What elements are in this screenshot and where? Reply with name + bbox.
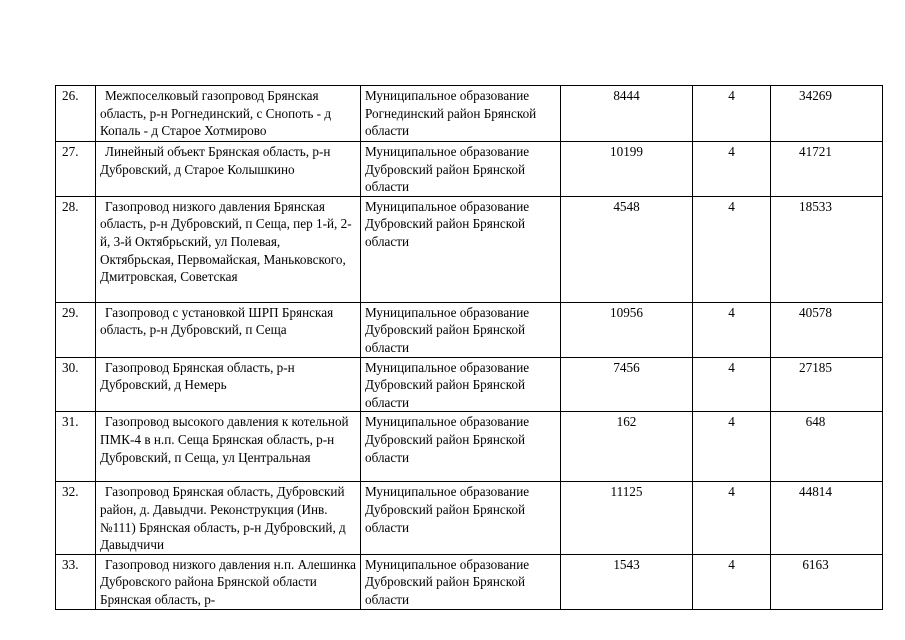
value-1-cell: 8444: [561, 86, 693, 142]
object-name-cell: Газопровод высокого давления к котельной ПМК-4 в н.п. Сеща Брянская область, р-н Дубровский, п Сеща, ул Центральная: [96, 412, 361, 482]
table-row: [56, 142, 883, 197]
owner-cell: Муниципальное образование Дубровский район Брянской области: [361, 412, 561, 482]
row-number-cell: 33.: [56, 554, 96, 609]
object-name-cell: Газопровод Брянская область, р-н Дубровский, д Немерь: [96, 357, 361, 412]
table-row: [56, 302, 883, 357]
value-2-cell: 4: [693, 302, 771, 357]
value-2-cell: 4: [693, 196, 771, 302]
owner-cell: Муниципальное образование Рогнединский район Брянской области: [361, 86, 561, 142]
row-number-cell: 28.: [56, 196, 96, 302]
value-2-cell: 4: [693, 412, 771, 482]
object-name-cell: Газопровод низкого давления Брянская область, р-н Дубровский, п Сеща, пер 1-й, 2-й, 3-й Октябрьский, ул Полевая, Октябрьская, Первомайская, Маньковского, Дмитровская, Советская: [96, 196, 361, 302]
row-number-cell: 30.: [56, 357, 96, 412]
row-number-cell: 29.: [56, 302, 96, 357]
object-name-cell: Межпоселковый газопровод Брянская область, р-н Рогнединский, с Снопоть - д Копаль - д Старое Хотмирово: [96, 86, 361, 142]
value-1-cell: 11125: [561, 482, 693, 554]
value-1-cell: 1543: [561, 554, 693, 609]
value-1-cell: 162: [561, 412, 693, 482]
row-number-cell: 27.: [56, 142, 96, 197]
table-row: [56, 554, 883, 609]
owner-cell: Муниципальное образование Дубровский район Брянской области: [361, 196, 561, 302]
value-1-cell: 10956: [561, 302, 693, 357]
owner-cell: Муниципальное образование Дубровский район Брянской области: [361, 482, 561, 554]
value-3-cell: 41721: [771, 142, 883, 197]
value-3-cell: 6163: [771, 554, 883, 609]
table-body: [56, 86, 883, 610]
table-row: [56, 86, 883, 142]
value-3-cell: 18533: [771, 196, 883, 302]
row-number-cell: 26.: [56, 86, 96, 142]
value-3-cell: 40578: [771, 302, 883, 357]
object-name-cell: Газопровод Брянская область, Дубровский район, д. Давыдчи. Реконструкция (Инв. №111) Брянская область, р-н Дубровский, д Давыдчичи: [96, 482, 361, 554]
value-2-cell: 4: [693, 554, 771, 609]
value-3-cell: 648: [771, 412, 883, 482]
owner-cell: Муниципальное образование Дубровский район Брянской области: [361, 302, 561, 357]
value-1-cell: 7456: [561, 357, 693, 412]
table-row: [56, 412, 883, 482]
row-number-cell: 31.: [56, 412, 96, 482]
table-row: [56, 196, 883, 302]
value-2-cell: 4: [693, 357, 771, 412]
value-2-cell: 4: [693, 86, 771, 142]
table-row: [56, 357, 883, 412]
owner-cell: Муниципальное образование Дубровский район Брянской области: [361, 554, 561, 609]
object-name-cell: Газопровод низкого давления н.п. Алешинка Дубровского района Брянской области Брянская область, р-: [96, 554, 361, 609]
value-2-cell: 4: [693, 142, 771, 197]
owner-cell: Муниципальное образование Дубровский район Брянской области: [361, 142, 561, 197]
object-name-cell: Линейный объект Брянская область, р-н Дубровский, д Старое Колышкино: [96, 142, 361, 197]
owner-cell: Муниципальное образование Дубровский район Брянской области: [361, 357, 561, 412]
value-1-cell: 10199: [561, 142, 693, 197]
value-2-cell: 4: [693, 482, 771, 554]
value-3-cell: 44814: [771, 482, 883, 554]
value-3-cell: 34269: [771, 86, 883, 142]
table-row: [56, 482, 883, 554]
value-1-cell: 4548: [561, 196, 693, 302]
data-table: [55, 85, 883, 610]
object-name-cell: Газопровод с установкой ШРП Брянская область, р-н Дубровский, п Сеща: [96, 302, 361, 357]
row-number-cell: 32.: [56, 482, 96, 554]
value-3-cell: 27185: [771, 357, 883, 412]
